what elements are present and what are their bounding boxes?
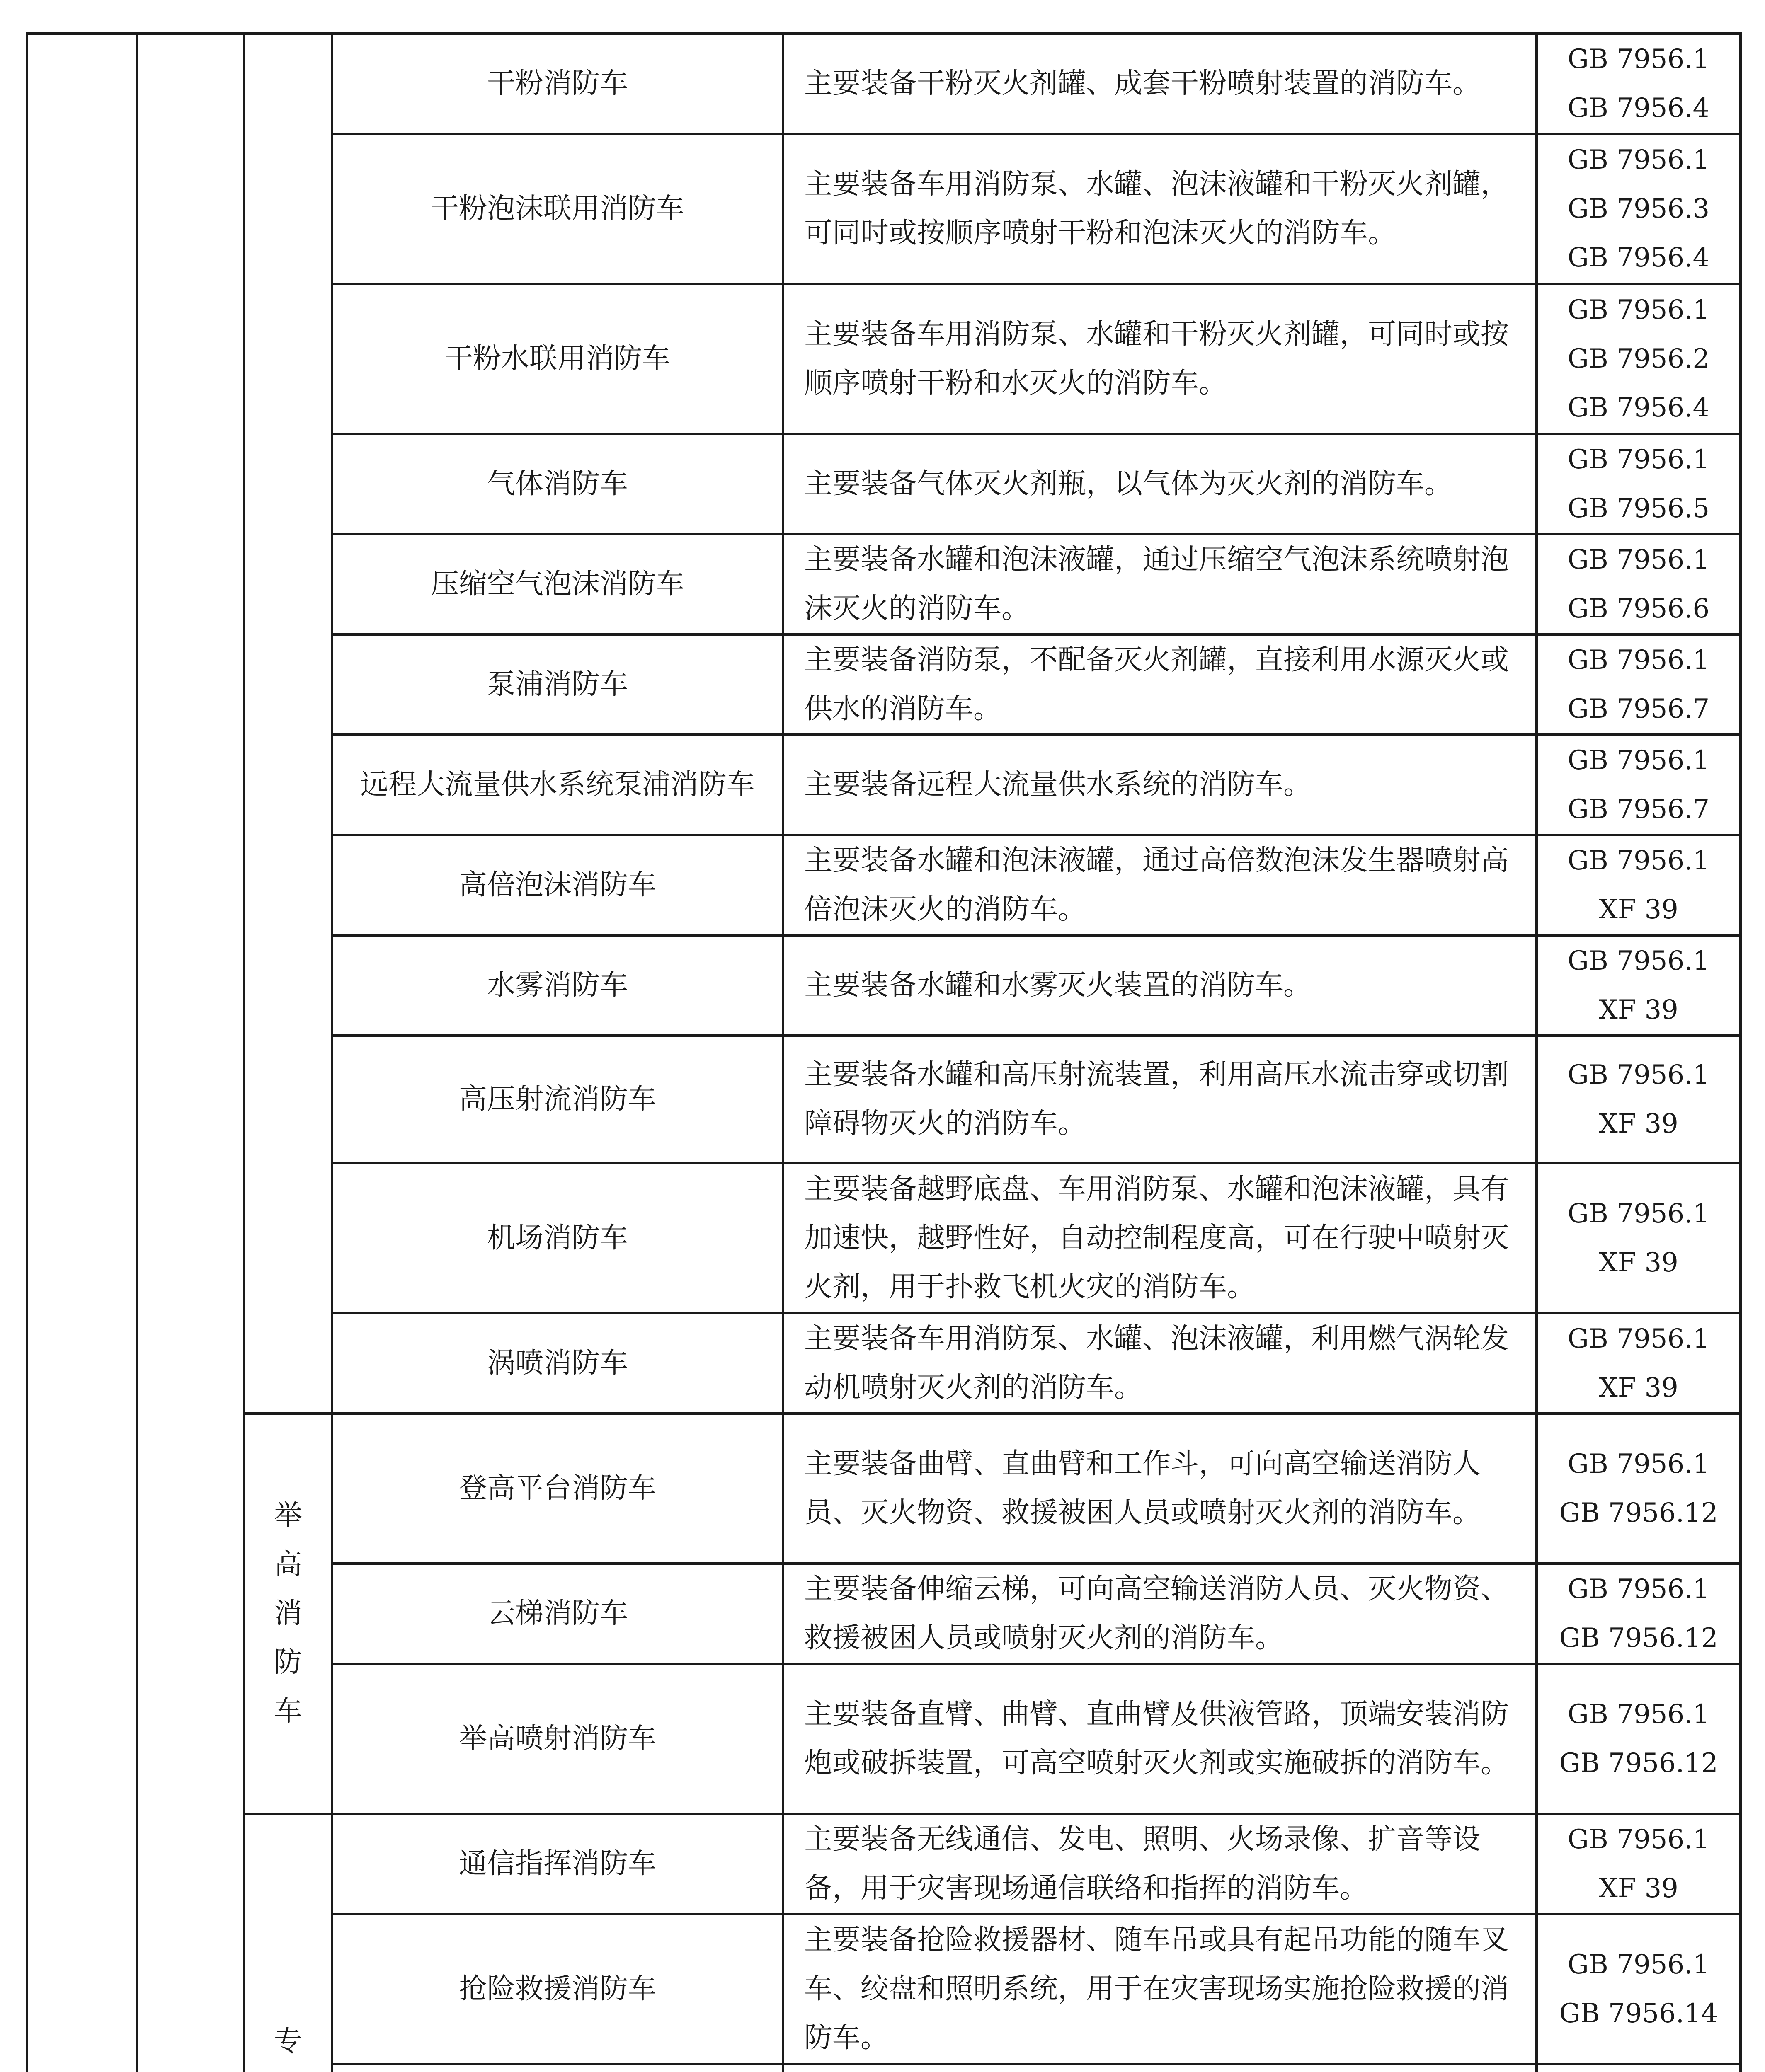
standard-code: GB 7956.7: [1567, 794, 1710, 825]
standard-code: GB 7956.1: [1567, 1060, 1710, 1090]
standard-code: GB 7956.1: [1567, 1324, 1710, 1354]
standard-code: GB 7956.4: [1567, 93, 1710, 123]
standard-code: XF 39: [1599, 1873, 1678, 1904]
vehicle-name-cell: 水雾消防车: [332, 935, 783, 1036]
standard-code: GB 7956.1: [1567, 1449, 1710, 1479]
vehicle-name-cell: 泵浦消防车: [332, 634, 783, 735]
vehicle-description-cell: 主要装备抢险救援器材、随车吊或具有起吊功能的随车叉车、绞盘和照明系统，用于在灾害现场实施抢险救援的消防车。: [783, 1914, 1537, 2064]
vehicle-description-cell: 主要装备直臂、曲臂、直曲臂及供液管路，顶端安装消防炮或破拆装置，可高空喷射灭火剂或实施破拆的消防车。: [783, 1664, 1537, 1814]
vehicle-classification-table: [26, 32, 1742, 2072]
standard-code: GB 7956.1: [1567, 295, 1710, 325]
standard-cell: [1537, 1564, 1741, 1664]
vehicle-description-cell: 主要装备水罐和泡沫液罐，通过高倍数泡沫发生器喷射高倍泡沫灭火的消防车。: [783, 835, 1537, 935]
standard-cell: [1537, 2064, 1741, 2072]
vehicle-name-cell: 登高平台消防车: [332, 1414, 783, 1564]
standard-code: GB 7956.1: [1567, 1198, 1710, 1229]
standard-code: GB 7956.2: [1567, 344, 1710, 374]
standard-cell: [1537, 1036, 1741, 1163]
standard-cell: [1537, 1313, 1741, 1414]
standard-code: GB 7956.1: [1567, 1699, 1710, 1730]
standard-cell: [1537, 835, 1741, 935]
standard-code: GB 7956.4: [1567, 242, 1710, 273]
standard-code: GB 7956.1: [1567, 745, 1710, 776]
vehicle-description-cell: 主要装备消防泵，不配备灭火剂罐，直接利用水源灭火或供水的消防车。: [783, 634, 1537, 735]
standard-code: GB 7956.1: [1567, 1824, 1710, 1855]
vehicle-name-cell: 气体消防车: [332, 434, 783, 534]
standard-code: GB 7956.12: [1559, 1498, 1718, 1528]
outer-blank-cell: [137, 34, 244, 2072]
standard-code: GB 7956.1: [1567, 645, 1710, 675]
category-label: 专: [274, 2025, 302, 2058]
vehicle-description-cell: 主要装备越野底盘、车用消防泵、水罐和泡沫液罐，具有加速快，越野性好，自动控制程度高，可在行驶中喷射灭火剂，用于扑救飞机火灾的消防车。: [783, 1163, 1537, 1313]
standard-code: GB 7956.1: [1567, 545, 1710, 575]
vehicle-description-cell: 主要装备干粉灭火剂罐、成套干粉喷射装置的消防车。: [783, 34, 1537, 134]
vehicle-description-cell: 主要装备水罐和泡沫液罐，通过压缩空气泡沫系统喷射泡沫灭火的消防车。: [783, 534, 1537, 634]
category-label: 举高消防车: [274, 1499, 302, 1728]
standard-code: GB 7956.1: [1567, 145, 1710, 175]
vehicle-name-cell: 高压射流消防车: [332, 1036, 783, 1163]
standard-code: GB 7956.1: [1567, 444, 1710, 475]
standard-cell: [1537, 1664, 1741, 1814]
vehicle-description-cell: [783, 2064, 1537, 2072]
category-cell: [244, 1414, 332, 1814]
standard-cell: [1537, 935, 1741, 1036]
vehicle-name-cell: 机场消防车: [332, 1163, 783, 1313]
vehicle-description-cell: 主要装备车用消防泵、水罐、泡沫液罐，利用燃气涡轮发动机喷射灭火剂的消防车。: [783, 1313, 1537, 1414]
vehicle-name-cell: 压缩空气泡沫消防车: [332, 534, 783, 634]
standard-cell: [1537, 534, 1741, 634]
vehicle-description-cell: 主要装备水罐和水雾灭火装置的消防车。: [783, 935, 1537, 1036]
standard-cell: [1537, 1414, 1741, 1564]
standard-code: GB 7956.6: [1567, 593, 1710, 624]
standard-code: GB 7956.5: [1567, 493, 1710, 524]
vehicle-description-cell: 主要装备水罐和高压射流装置，利用高压水流击穿或切割障碍物灭火的消防车。: [783, 1036, 1537, 1163]
standard-code: GB 7956.1: [1567, 44, 1710, 75]
standard-cell: [1537, 134, 1741, 284]
vehicle-name-cell: 举高喷射消防车: [332, 1664, 783, 1814]
standard-code: GB 7956.7: [1567, 694, 1710, 724]
vehicle-description-cell: 主要装备车用消防泵、水罐、泡沫液罐和干粉灭火剂罐，可同时或按顺序喷射干粉和泡沫灭火的消防车。: [783, 134, 1537, 284]
standard-code: GB 7956.12: [1559, 1748, 1718, 1779]
standard-code: GB 7956.1: [1567, 1574, 1710, 1605]
standard-code: GB 7956.3: [1567, 194, 1710, 224]
standard-code: XF 39: [1599, 894, 1678, 925]
standard-code: GB 7956.4: [1567, 392, 1710, 423]
table-row: [27, 1414, 1741, 1564]
table-row: [27, 34, 1741, 134]
standard-cell: [1537, 1814, 1741, 1914]
vehicle-name-cell: 干粉水联用消防车: [332, 284, 783, 434]
outer-blank-cell: [27, 34, 137, 2072]
vehicle-name-cell: 干粉泡沫联用消防车: [332, 134, 783, 284]
standard-code: XF 39: [1599, 1109, 1678, 1139]
vehicle-name-cell: 远程大流量供水系统泵浦消防车: [332, 735, 783, 835]
vehicle-description-cell: 主要装备曲臂、直曲臂和工作斗，可向高空输送消防人员、灭火物资、救援被困人员或喷射灭火剂的消防车。: [783, 1414, 1537, 1564]
standard-code: [1542, 2065, 1735, 2072]
vehicle-description-cell: 主要装备车用消防泵、水罐和干粉灭火剂罐，可同时或按顺序喷射干粉和水灭火的消防车。: [783, 284, 1537, 434]
standard-cell: [1537, 434, 1741, 534]
category-cell: [244, 34, 332, 1414]
standard-code: XF 39: [1599, 1247, 1678, 1278]
standard-cell: [1537, 34, 1741, 134]
vehicle-name-cell: 云梯消防车: [332, 1564, 783, 1664]
standard-code: GB 7956.14: [1559, 1998, 1718, 2029]
standard-code: GB 7956.1: [1567, 845, 1710, 876]
table-row: [27, 1814, 1741, 1914]
standard-code: XF 39: [1599, 1372, 1678, 1403]
standard-cell: [1537, 634, 1741, 735]
standard-cell: [1537, 735, 1741, 835]
vehicle-description-cell: 主要装备远程大流量供水系统的消防车。: [783, 735, 1537, 835]
standard-code: GB 7956.12: [1559, 1623, 1718, 1653]
table-body: [27, 34, 1741, 2072]
standard-cell: [1537, 1163, 1741, 1313]
category-cell: [244, 1814, 332, 2072]
vehicle-description-cell: 主要装备无线通信、发电、照明、火场录像、扩音等设备，用于灾害现场通信联络和指挥的消防车。: [783, 1814, 1537, 1914]
standard-cell: [1537, 284, 1741, 434]
vehicle-name-cell: 抢险救援消防车: [332, 1914, 783, 2064]
vehicle-name-cell: 高倍泡沫消防车: [332, 835, 783, 935]
vehicle-description-cell: 主要装备伸缩云梯，可向高空输送消防人员、灭火物资、救援被困人员或喷射灭火剂的消防车。: [783, 1564, 1537, 1664]
vehicle-description-cell: 主要装备气体灭火剂瓶，以气体为灭火剂的消防车。: [783, 434, 1537, 534]
vehicle-name-cell: [332, 2064, 783, 2072]
standard-code: GB 7956.1: [1567, 946, 1710, 976]
standard-code: XF 39: [1599, 995, 1678, 1025]
standard-code: GB 7956.1: [1567, 1949, 1710, 1980]
vehicle-name-cell: 干粉消防车: [332, 34, 783, 134]
standard-cell: [1537, 1914, 1741, 2064]
vehicle-name-cell: 通信指挥消防车: [332, 1814, 783, 1914]
vehicle-name-cell: 涡喷消防车: [332, 1313, 783, 1414]
